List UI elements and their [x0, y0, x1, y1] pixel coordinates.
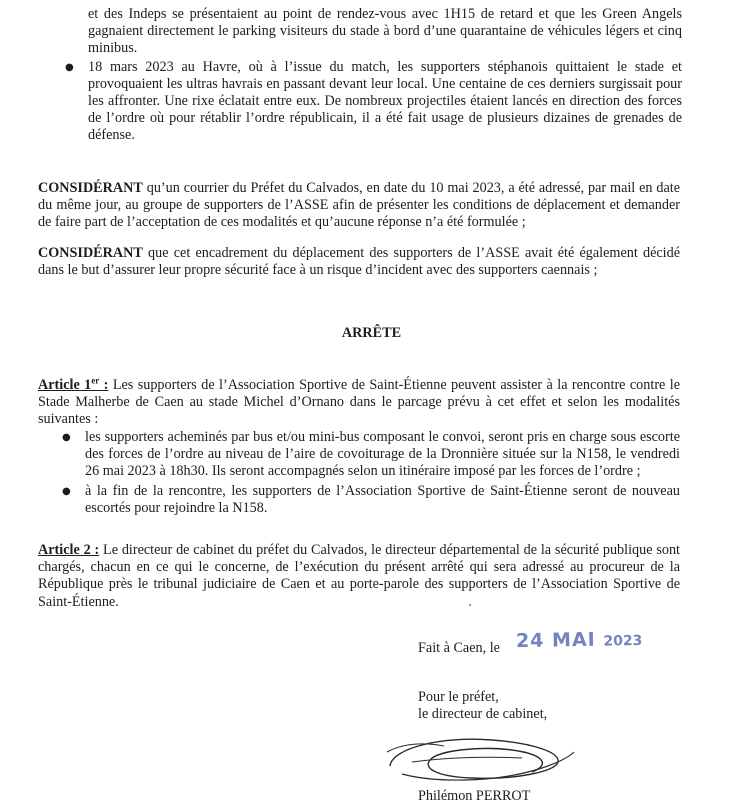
considerant-text: que cet encadrement du déplacement des supporters de l’ASSE avait été également décidé dans le but d’assurer leur propre sécurité face à un risque d’incident avec des supporters caennais ;	[38, 245, 680, 279]
signer-name: Philémon PERROT	[418, 788, 531, 804]
bullet-item-le-havre	[38, 59, 682, 145]
article-2-label: Article 2 :	[38, 542, 100, 558]
stamp-month: MAI	[551, 628, 596, 652]
considerant-keyword: CONSIDÉRANT	[38, 245, 143, 261]
bullet-icon: ●	[62, 432, 71, 443]
bullet-text: les supporters acheminés par bus et/ou mini-bus composant le convoi, seront pris en charge sous escorte des forces de l’ordre au niveau de l’aire de covoiturage de la Dronnière située sur la N158, le vendredi 26 mai 2023 à 18h30. Ils seront accompagnés selon un itinéraire imposé par les forces de l’ordre ;	[85, 429, 680, 480]
article-1-text: Les supporters de l’Association Sportive de Saint-Étienne peuvent assister à la rencontre contre le Stade Malherbe de Caen au stade Michel d’Ornano dans le parcage prévu à cet effet et selon les modalités suivantes :	[38, 377, 680, 428]
fait-a-caen-line: Fait à Caen, le	[418, 640, 500, 656]
considerant-paragraph-2	[38, 245, 680, 279]
top-section	[38, 6, 682, 145]
arrete-heading: ARRÊTE	[341, 325, 402, 341]
signer-role: le directeur de cabinet,	[418, 706, 548, 723]
stamp-year: 2023	[603, 632, 643, 650]
considerant-keyword: CONSIDÉRANT	[38, 180, 143, 196]
bullet-item-convoi	[38, 429, 680, 481]
stray-dot	[469, 604, 471, 606]
article-1-label	[38, 377, 108, 393]
date-stamp	[515, 628, 643, 653]
stamp-day: 24	[515, 629, 545, 653]
bullet-icon: ●	[62, 485, 71, 497]
considerant-paragraph-1	[38, 180, 680, 232]
article-1-bullet-list	[38, 428, 680, 517]
article-2-paragraph	[38, 542, 680, 611]
article-1-label-text: Article 1	[38, 377, 92, 393]
bullet-text: 18 mars 2023 au Havre, où à l’issue du match, les supporters stéphanois quittaient le stade et provoquaient les ultras havrais en passant devant leur local. Une centaine de ces derniers surgissait pour les affronter. Une rixe éclatait entre eux. De nombreux projectiles étaient lancés en direction des forces de l’ordre où pour rétablir l’ordre républicain, il a été fait usage de plusieurs dizaines de grenades de défense.	[88, 58, 682, 144]
previous-bullet-continuation: et des Indeps se présentaient au point de rendez-vous avec 1H15 de retard et que les Green Angels gagnaient directement le parking visiteurs du stade à bord d’une quarantaine de véhicules légers et cinq minibus.	[88, 6, 682, 57]
article-1-label-sup: er	[91, 375, 100, 386]
article-2-text: Le directeur de cabinet du préfet du Calvados, le directeur départemental de la sécurité publique sont chargés, chacun en ce qui le concerne, de l’exécution du présent arrêté qui sera adressé au procureur de la République près le tribunal judiciaire de Caen et au porte-parole des supporters de l’Association Sportive de Saint-Étienne.	[38, 542, 680, 610]
handwritten-signature	[382, 722, 582, 790]
bullet-icon: ●	[65, 61, 74, 73]
article-1-label-suffix: :	[99, 377, 109, 393]
signer-block	[418, 689, 547, 723]
considerant-text: qu’un courrier du Préfet du Calvados, en date du 10 mai 2023, a été adressé, par mail en date du même jour, au groupe de supporters de l’ASSE afin de présenter les conditions de déplacement et demander de faire part de l’acceptation de ces modalités et qu’aucune réponse n’a été formulée ;	[38, 180, 680, 231]
article-1-paragraph	[38, 377, 680, 429]
bullet-text: à la fin de la rencontre, les supporters de l’Association Sportive de Saint-Étienne seront de nouveau escortés pour rejoindre la N158.	[85, 482, 680, 516]
pour-le-prefet: Pour le préfet,	[418, 689, 499, 705]
bullet-item-fin-rencontre	[38, 483, 680, 517]
